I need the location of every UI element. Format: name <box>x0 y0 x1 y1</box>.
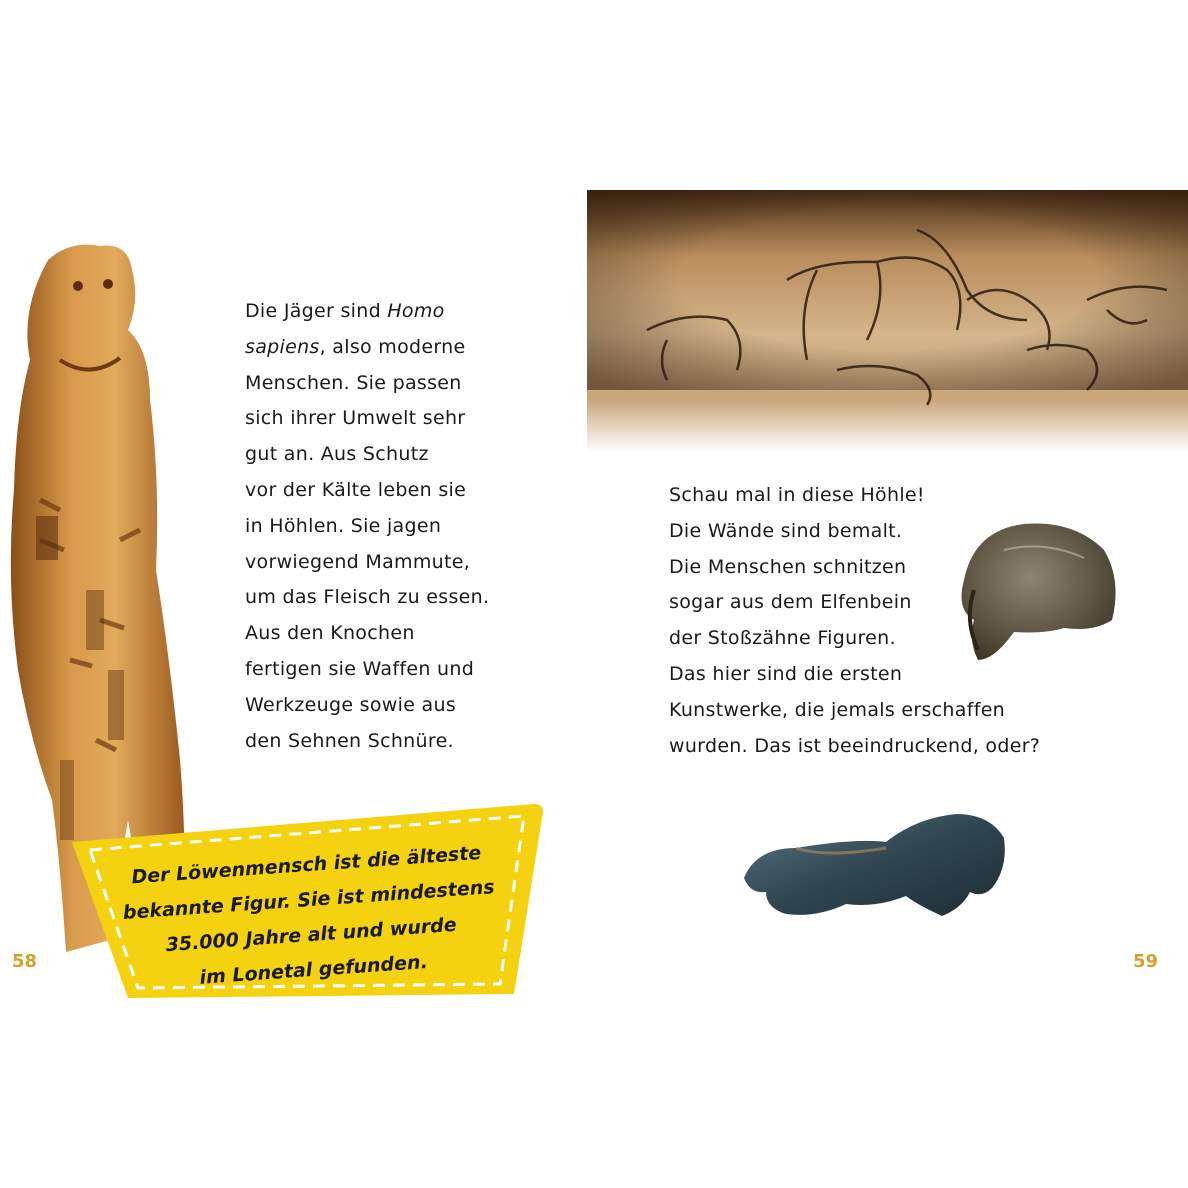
text-line: vor der Kälte leben sie <box>245 478 467 501</box>
cave-painting-image <box>587 190 1188 452</box>
text-line: wurden. Das ist beeindruckend, oder? <box>669 734 1041 757</box>
text-line: sich ihrer Umwelt sehr <box>245 407 466 430</box>
text-line: sogar aus dem Elfenbein <box>669 591 912 614</box>
left-body-text <box>245 294 545 759</box>
text-line: Die Jäger sind Homo <box>245 300 445 322</box>
text-line: Das hier sind die ersten <box>669 662 903 685</box>
caption-line: bekannte Figur. Sie ist mindestens <box>122 876 496 925</box>
text-line: gut an. Aus Schutz <box>245 443 429 466</box>
text-line: in Höhlen. Sie jagen <box>245 514 442 537</box>
text-line: Die Menschen schnitzen <box>669 555 907 578</box>
caption-line: im Lonetal gefunden. <box>198 950 429 989</box>
text-line: sapiens, also moderne <box>245 335 466 358</box>
text-line: um das Fleisch zu essen. <box>245 586 490 609</box>
page-number-left: 58 <box>12 951 38 972</box>
page-number-right: 59 <box>1133 951 1159 972</box>
text-line: Aus den Knochen <box>245 622 415 645</box>
text-line: Kunstwerke, die jemals erschaffen <box>669 698 1006 721</box>
caption-line: Der Löwenmensch ist die älteste <box>130 841 482 889</box>
mammoth-carving-image <box>944 510 1124 670</box>
text-line: den Sehnen Schnüre. <box>245 729 454 752</box>
lion-man-caption <box>116 835 505 1001</box>
caption-line: 35.000 Jahre alt und wurde <box>165 913 458 957</box>
horse-carving-image <box>736 808 1012 924</box>
text-line: Die Wände sind bemalt. <box>669 519 903 542</box>
text-line: Schau mal in diese Höhle! <box>669 484 925 506</box>
text-line: vorwiegend Mammute, <box>245 550 471 573</box>
text-line: Menschen. Sie passen <box>245 371 462 394</box>
text-line: fertigen sie Waffen und <box>245 657 475 680</box>
text-line: Werkzeuge sowie aus <box>245 693 457 716</box>
text-line: der Stoßzähne Figuren. <box>669 627 896 650</box>
